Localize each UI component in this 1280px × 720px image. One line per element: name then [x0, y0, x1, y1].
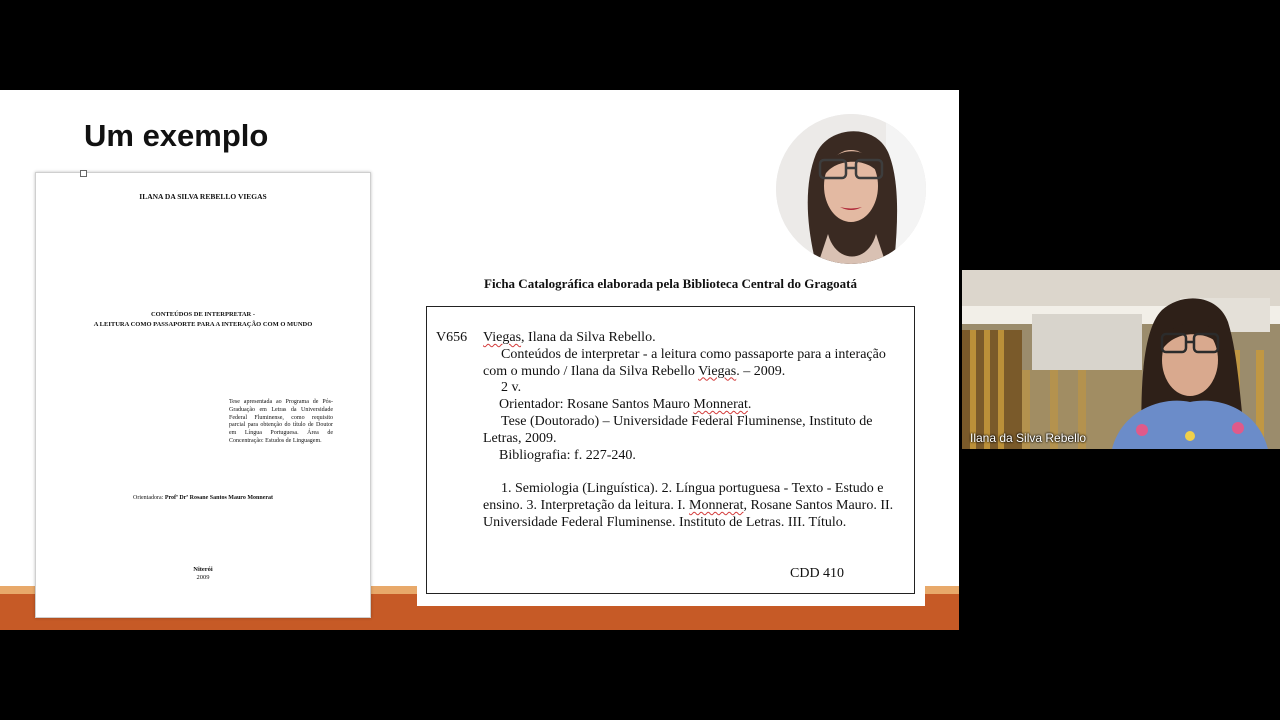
catalog-spacer	[483, 464, 907, 481]
catalog-title-text: Conteúdos de interpretar - a leitura como passaporte para a interação com o mundo / Ilana da Silva Rebello	[483, 346, 886, 379]
catalog-cdd: CDD 410	[790, 566, 845, 581]
catalog-card	[426, 306, 915, 594]
catalog-advisor	[483, 397, 907, 414]
thesis-cover-page	[35, 172, 371, 618]
slide-title: Um exemplo	[84, 118, 269, 153]
catalog-title-surname: Viegas	[698, 363, 737, 379]
catalog-advisor-end: .	[747, 397, 752, 413]
presentation-slide	[0, 90, 959, 630]
cover-advisor-name: Profª Drª Rosane Santos Mauro Monnerat	[164, 495, 274, 501]
cover-title-line-2: A LEITURA COMO PASSAPORTE PARA A INTERAÇÃO COM O MUNDO	[93, 321, 313, 328]
catalog-author-entry	[483, 330, 907, 347]
catalog-title-entry	[483, 347, 907, 381]
catalog-card-heading: Ficha Catalográfica elaborada pela Biblioteca Central do Gragoatá	[484, 276, 857, 291]
cover-nature-statement: Tese apresentada ao Programa de Pós-Graduação em Letras da Universidade Federal Fluminense, como requisito parcial para obtenção do título de Doutor em Língua Portuguesa. Área de Concentração: Estudos de Linguagem.	[229, 399, 333, 444]
catalog-subjects-rest: , Rosane Santos Mauro. II. Universidade Federal Fluminense. Instituto de Letras. III. Título.	[483, 498, 894, 530]
webcam-video-feed	[962, 270, 1280, 449]
presenter-photo	[776, 114, 926, 264]
catalog-bibliography: Bibliografia: f. 227-240.	[499, 447, 636, 463]
catalog-title-date: . – 2009.	[736, 363, 786, 379]
cover-title	[36, 310, 370, 330]
catalog-thesis-note: Tese (Doutorado) – Universidade Federal Fluminense, Instituto de Letras, 2009.	[483, 413, 873, 446]
cover-city: Niterói	[193, 566, 213, 573]
participant-video-tile[interactable]	[962, 270, 1280, 449]
catalog-author-surname: Viegas	[483, 330, 522, 345]
cover-year: 2009	[196, 574, 210, 581]
participant-name-label: Ilana da Silva Rebello	[970, 431, 1087, 445]
catalog-author-rest: , Ilana da Silva Rebello.	[521, 330, 656, 345]
presenter-portrait-image	[776, 114, 926, 264]
catalog-volumes: 2 v.	[501, 380, 522, 396]
catalog-call-number: V656	[436, 330, 468, 345]
cover-advisor	[36, 495, 370, 501]
catalog-subjects-surname: Monnerat	[689, 498, 744, 514]
cover-author: ILANA DA SILVA REBELLO VIEGAS	[139, 192, 267, 201]
catalog-advisor-text: Orientador: Rosane Santos Mauro	[499, 397, 694, 413]
selection-handle	[80, 170, 87, 177]
catalog-card-body	[483, 330, 907, 532]
catalog-advisor-surname: Monnerat	[693, 397, 748, 413]
cover-advisor-label: Orientadora:	[132, 495, 164, 501]
catalog-subjects	[483, 481, 907, 531]
cover-title-line-1: CONTEÚDOS DE INTERPRETAR -	[150, 311, 256, 318]
catalog-subjects-text: 1. Semiologia (Linguística). 2. Língua portuguesa - Texto - Estudo e ensino. 3. Interpretação da leitura. I.	[483, 481, 884, 514]
